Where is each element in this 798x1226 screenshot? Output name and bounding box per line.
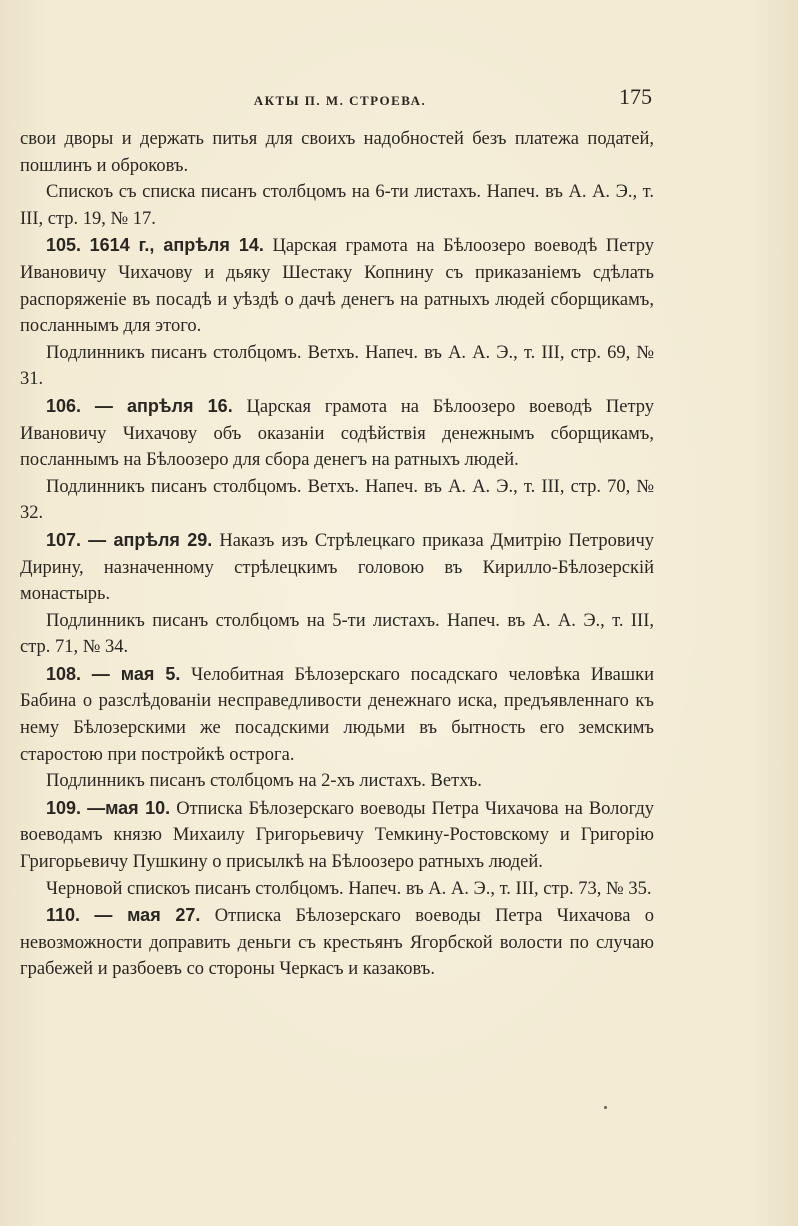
entry-number: 109.	[46, 797, 82, 818]
source-note	[20, 179, 654, 232]
entry-date: —мая 10.	[87, 797, 171, 818]
entry-date: — мая 5.	[91, 663, 181, 684]
entry-108	[20, 661, 654, 768]
entry-text: Отписка Бѣлозерскаго воеводы Петра Чихачова о невозможности доправить деньги съ крестьянъ Ягорбской волости по случаю грабежей и разбоевъ со стороны Черкасъ и казаковъ.	[20, 906, 654, 980]
source-note	[20, 768, 654, 795]
entry-number: 106.	[46, 395, 82, 416]
entry-106	[20, 393, 654, 474]
entry-number: 110.	[46, 905, 81, 926]
continued-paragraph	[20, 126, 654, 179]
entry-110	[20, 902, 654, 983]
entry-number: 107.	[46, 529, 82, 550]
entry-text: Царская грамота на Бѣлоозеро воеводѣ Петру Ивановичу Чихачову объ оказаніи содѣйствія денежнымъ сборщикамъ, посланнымъ на Бѣлоозеро для сбора денегъ на ратныхъ людей.	[20, 396, 655, 471]
entry-text: Отписка Бѣлозерскаго воеводы Петра Чихачова на Вологду воеводамъ князю Михаилу Григорьевичу Темкину-Ростовскому и Григорію Григорьевичу Пушкину о присылкѣ на Бѣлоозеро ратныхъ людей.	[20, 798, 654, 873]
body-text	[20, 126, 654, 983]
source-note-text: Подлинникъ писанъ столбцомъ. Ветхъ. Напеч. въ А. А. Э., т. III, стр. 70, № 32.	[20, 476, 654, 524]
source-note	[20, 340, 654, 393]
source-note	[20, 474, 654, 527]
entry-text: Челобитная Бѣлозерскаго посадскаго человѣка Ивашки Бабина о разслѣдованіи несправедливости денежнаго иска, предъявленнаго къ нему Бѣлозерскими же посадскими людьми въ бытность его земскимъ старостою при постройкѣ острога.	[20, 664, 655, 765]
entry-date: — мая 27.	[94, 905, 201, 926]
entry-text: Наказъ изъ Стрѣлецкаго приказа Дмитрію Петровичу Дирину, назначенному стрѣлецкимъ головою въ Кирилло-Бѣлозерскій монастырь.	[20, 530, 655, 605]
source-note-text: Спискоъ съ списка писанъ столбцомъ на 6-ти листахъ. Напеч. въ А. А. Э., т. III, стр. 19, № 17.	[20, 182, 654, 229]
entry-107	[20, 527, 654, 608]
entry-number: 105.	[46, 235, 82, 256]
entry-109	[20, 795, 654, 876]
running-head: АКТЫ П. М. СТРОЕВА.	[253, 93, 427, 108]
page-header	[20, 84, 660, 116]
entry-date: — апрѣля 16.	[94, 395, 233, 416]
paragraph-text: свои дворы и держать питья для своихъ надобностей безъ платежа податей, пошлинъ и оброковъ.	[20, 129, 654, 176]
source-note-text: Черновой спискоъ писанъ столбцомъ. Напеч. въ А. А. Э., т. III, стр. 73, № 35.	[46, 878, 652, 899]
entry-number: 108.	[46, 663, 82, 684]
source-note	[20, 876, 654, 903]
source-note	[20, 608, 654, 661]
entry-date: 1614 г., апрѣля 14.	[89, 235, 264, 256]
page-number: 175	[619, 84, 652, 109]
entry-text: Царская грамота на Бѣлоозеро воеводѣ Петру Ивановичу Чихачову и дьяку Шестаку Копнину съ приказаніемъ сдѣлать распоряженіе въ посадѣ и уѣздѣ о дачѣ денегъ на ратныхъ людей сборщикамъ, посланнымъ для этого.	[20, 236, 654, 337]
source-note-text: Подлинникъ писанъ столбцомъ на 5-ти листахъ. Напеч. въ А. А. Э., т. III, стр. 71, № 34.	[20, 610, 654, 658]
entry-date: — апрѣля 29.	[88, 529, 213, 550]
paper-speck	[604, 1106, 607, 1109]
source-note-text: Подлинникъ писанъ столбцомъ. Ветхъ. Напеч. въ А. А. Э., т. III, стр. 69, № 31.	[20, 342, 654, 390]
source-note-text: Подлинникъ писанъ столбцомъ на 2-хъ листахъ. Ветхъ.	[46, 771, 482, 792]
entry-105	[20, 232, 654, 339]
